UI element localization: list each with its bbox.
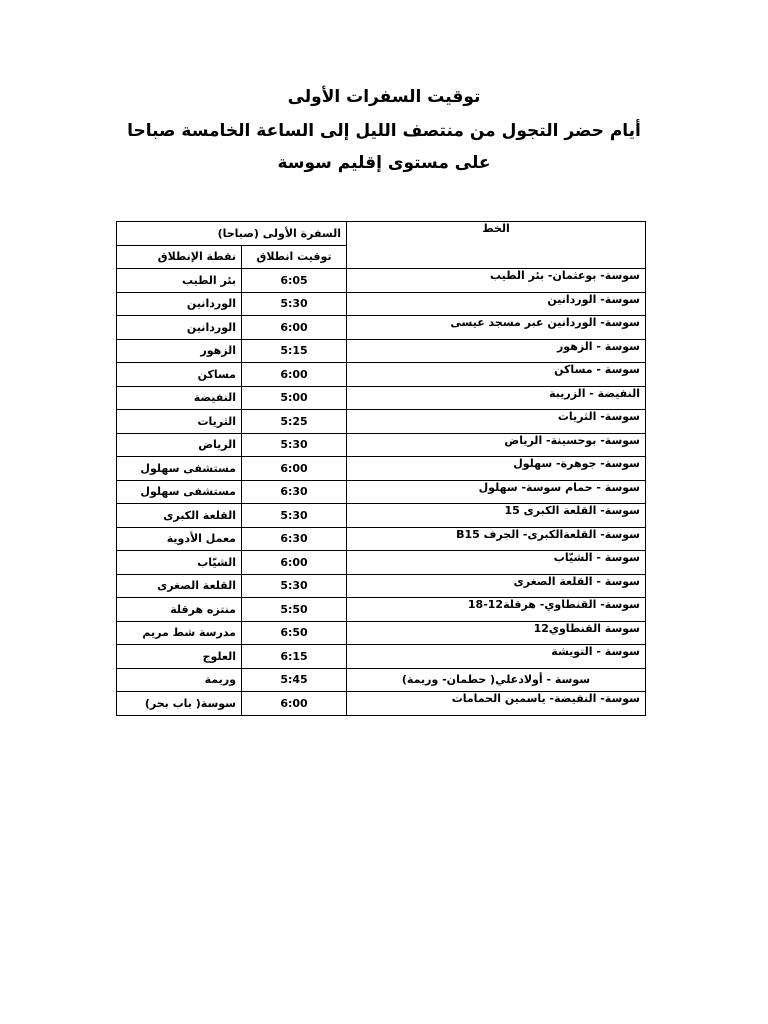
schedule-table	[116, 221, 646, 716]
departure-time-cell: 5:25	[242, 410, 347, 434]
departure-point-header: نقطة الإنطلاق	[117, 245, 242, 269]
table-row	[117, 480, 646, 504]
route-line-cell: سوسة - الزهور	[347, 339, 646, 363]
route-line-cell: النفيضة - الزريبة	[347, 386, 646, 410]
table-row	[117, 621, 646, 645]
table-row	[117, 292, 646, 316]
route-line-cell: سوسة- بوعثمان- بئر الطيب	[347, 269, 646, 293]
departure-time-header: توقيت انطلاق	[242, 245, 347, 269]
departure-point-cell: بئر الطيب	[117, 269, 242, 293]
route-line-cell: سوسة- الثريات	[347, 410, 646, 434]
route-line-cell: سوسة - القلعة الصغرى	[347, 574, 646, 598]
route-line-cell: سوسة القنطاوي12	[347, 621, 646, 645]
table-row	[117, 386, 646, 410]
departure-time-cell: 6:00	[242, 551, 347, 575]
departure-time-cell: 6:30	[242, 480, 347, 504]
departure-point-cell: الوردانين	[117, 292, 242, 316]
departure-point-cell: سوسة( باب بحر)	[117, 692, 242, 716]
route-line-cell: سوسة- الوردانين عبر مسجد عيسى	[347, 316, 646, 340]
departure-time-cell: 6:50	[242, 621, 347, 645]
departure-time-cell: 5:45	[242, 668, 347, 692]
route-line-cell: سوسة- بوحسينة- الرياض	[347, 433, 646, 457]
departure-time-cell: 6:00	[242, 363, 347, 387]
departure-point-cell: الرياض	[117, 433, 242, 457]
departure-time-cell: 5:15	[242, 339, 347, 363]
route-line-cell: سوسة - مساكن	[347, 363, 646, 387]
departure-time-cell: 6:15	[242, 645, 347, 669]
table-row	[117, 668, 646, 692]
route-line-cell: سوسة- جوهرة- سهلول	[347, 457, 646, 481]
document-subtitle: أيام حضر التجول من منتصف الليل إلى الساعة الخامسة صباحا	[127, 121, 641, 141]
departure-point-cell: العلوج	[117, 645, 242, 669]
route-line-cell: سوسة - التويشة	[347, 645, 646, 669]
route-line-cell: سوسة- القلعةالكبرى- الجرف B15	[347, 527, 646, 551]
departure-point-cell: الوردانين	[117, 316, 242, 340]
departure-time-cell: 6:00	[242, 692, 347, 716]
departure-point-cell: الشيّاب	[117, 551, 242, 575]
route-line-cell: سوسة - أولادعلي( حطمان- وريمة)	[347, 668, 646, 692]
line-header: الخط	[347, 222, 646, 269]
departure-point-cell: مساكن	[117, 363, 242, 387]
table-row	[117, 339, 646, 363]
route-line-cell: سوسة - الشيّاب	[347, 551, 646, 575]
departure-time-cell: 5:30	[242, 433, 347, 457]
departure-time-cell: 5:30	[242, 504, 347, 528]
table-row	[117, 269, 646, 293]
document-title: توقيت السفرات الأولى	[287, 87, 481, 107]
table-row	[117, 457, 646, 481]
departure-point-cell: مستشفى سهلول	[117, 457, 242, 481]
departure-time-cell: 6:05	[242, 269, 347, 293]
departure-point-cell: مدرسة شط مريم	[117, 621, 242, 645]
table-row	[117, 574, 646, 598]
table-row	[117, 692, 646, 716]
departure-point-cell: الزهور	[117, 339, 242, 363]
first-trip-header: السفرة الأولى (صباحا)	[117, 222, 347, 246]
route-line-cell: سوسة- القلعة الكبرى 15	[347, 504, 646, 528]
table-row	[117, 645, 646, 669]
departure-time-cell: 5:30	[242, 292, 347, 316]
route-line-cell: سوسة - حمام سوسة- سهلول	[347, 480, 646, 504]
table-row	[117, 316, 646, 340]
table-row	[117, 527, 646, 551]
table-row	[117, 551, 646, 575]
table-row	[117, 433, 646, 457]
route-line-cell: سوسة- القنطاوي- هرقلة12-18	[347, 598, 646, 622]
departure-point-cell: الثريات	[117, 410, 242, 434]
departure-time-cell: 6:00	[242, 316, 347, 340]
table-row	[117, 504, 646, 528]
document-region: على مستوى إقليم سوسة	[277, 153, 491, 173]
departure-time-cell: 5:00	[242, 386, 347, 410]
departure-point-cell: معمل الأدوية	[117, 527, 242, 551]
table-row	[117, 410, 646, 434]
departure-time-cell: 6:30	[242, 527, 347, 551]
departure-point-cell: النفيضة	[117, 386, 242, 410]
departure-time-cell: 5:30	[242, 574, 347, 598]
departure-point-cell: القلعة الكبرى	[117, 504, 242, 528]
route-line-cell: سوسة- النفيضة- ياسمين الحمامات	[347, 692, 646, 716]
departure-point-cell: مستشفى سهلول	[117, 480, 242, 504]
table-row	[117, 363, 646, 387]
route-line-cell: سوسة- الوردانين	[347, 292, 646, 316]
table-row	[117, 598, 646, 622]
departure-time-cell: 5:50	[242, 598, 347, 622]
departure-point-cell: منتزه هرقلة	[117, 598, 242, 622]
departure-point-cell: وريمة	[117, 668, 242, 692]
departure-time-cell: 6:00	[242, 457, 347, 481]
table-header-row	[117, 222, 646, 246]
departure-point-cell: القلعة الصغرى	[117, 574, 242, 598]
